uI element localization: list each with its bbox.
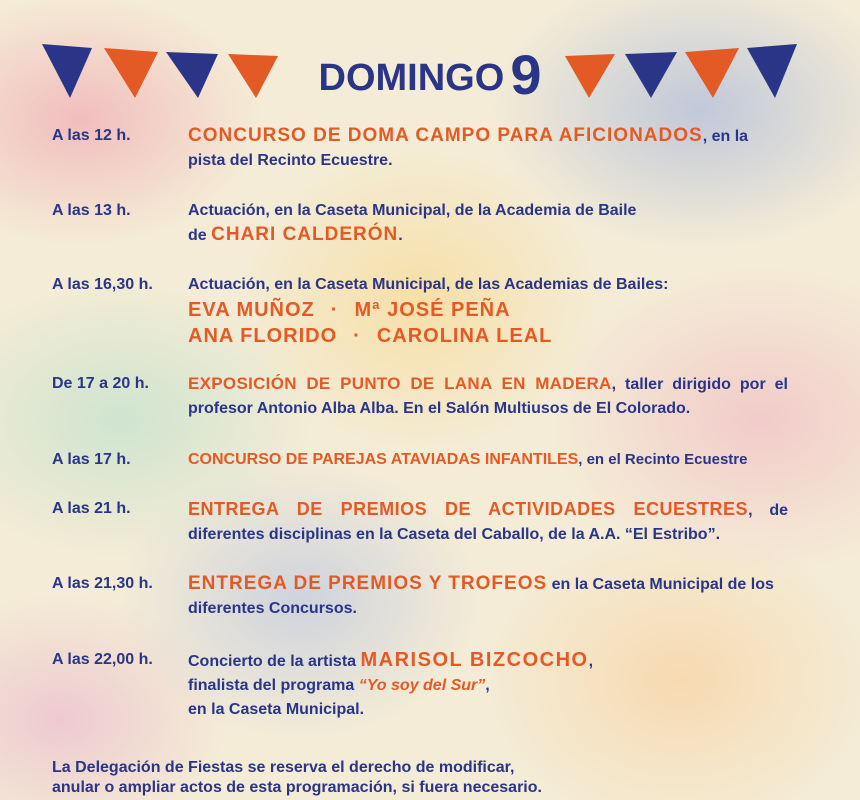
event-description <box>188 199 788 248</box>
event-description <box>188 497 788 547</box>
academy-name: EVA MUÑOZ <box>188 299 315 321</box>
event-time: A las 21,30 h. <box>52 575 153 592</box>
program-name: “Yo soy del Sur” <box>358 677 486 694</box>
title-day-name: DOMINGO <box>318 57 505 99</box>
event-time: A las 13 h. <box>52 202 131 219</box>
event-text: Actuación, en la Caseta Municipal, de la Academia de Baile <box>188 202 637 219</box>
title-day-number: 9 <box>510 43 542 106</box>
event-text: , en la pista del Recinto Ecuestre. <box>188 128 749 169</box>
event-description <box>188 448 788 472</box>
event-text: Actuación, en la Caseta Municipal, de las Academias de Bailes: <box>188 276 669 293</box>
academy-name: Mª JOSÉ PEÑA <box>354 299 511 321</box>
event-highlight: CONCURSO DE DOMA CAMPO PARA AFICIONADOS <box>188 125 703 146</box>
separator-dot: · <box>330 299 339 321</box>
event-description <box>188 273 788 349</box>
event-highlight: CHARI CALDERÓN <box>211 224 399 245</box>
event-time: A las 21 h. <box>52 500 131 517</box>
event-time: A las 22,00 h. <box>52 651 153 668</box>
event-time: A las 16,30 h. <box>52 276 153 293</box>
event-text: en la Caseta Municipal de los diferentes Concursos. <box>188 576 774 617</box>
event-text: , en el Recinto Ecuestre <box>578 451 748 468</box>
academy-name: ANA FLORIDO <box>188 325 338 347</box>
disclaimer-note <box>52 758 612 798</box>
event-description <box>188 572 788 621</box>
event-text: , taller dirigido por el profesor Antonio Alba Alba. En el Salón Multiusos de El Colorado. <box>188 376 788 417</box>
event-highlight: CONCURSO DE PAREJAS ATAVIADAS INFANTILES <box>188 451 579 468</box>
event-highlight: MARISOL BIZCOCHO <box>360 649 589 671</box>
event-text: , de diferentes disciplinas en la Caseta del Caballo, de la A.A. “El Estribo”. <box>188 502 789 543</box>
event-prefix: Concierto de la artista <box>188 653 361 670</box>
disclaimer-line: La Delegación de Fiestas se reserva el derecho de modificar, <box>52 759 515 776</box>
disclaimer-line: anular o ampliar actos de esta programación, si fuera necesario. <box>52 779 542 796</box>
separator-dot: · <box>353 325 361 347</box>
page-title <box>0 42 860 107</box>
event-suffix: , <box>485 677 490 694</box>
event-description <box>188 648 788 722</box>
event-description <box>188 372 788 421</box>
event-suffix: . <box>398 227 403 244</box>
event-time: A las 17 h. <box>52 451 131 468</box>
event-highlight: ENTREGA DE PREMIOS DE ACTIVIDADES ECUESTRES <box>188 499 749 519</box>
event-time: A las 12 h. <box>52 127 131 144</box>
academy-name: CAROLINA LEAL <box>376 325 553 347</box>
event-time: De 17 a 20 h. <box>52 375 149 392</box>
event-highlight: EXPOSICIÓN DE PUNTO DE LANA EN MADERA <box>188 374 612 393</box>
event-highlight: ENTREGA DE PREMIOS Y TROFEOS <box>188 573 548 594</box>
event-text: en la Caseta Municipal. <box>188 701 365 718</box>
event-prefix: de <box>188 227 212 244</box>
event-description <box>188 124 788 173</box>
event-prefix: finalista del programa <box>188 677 359 694</box>
event-suffix: , <box>588 653 594 670</box>
